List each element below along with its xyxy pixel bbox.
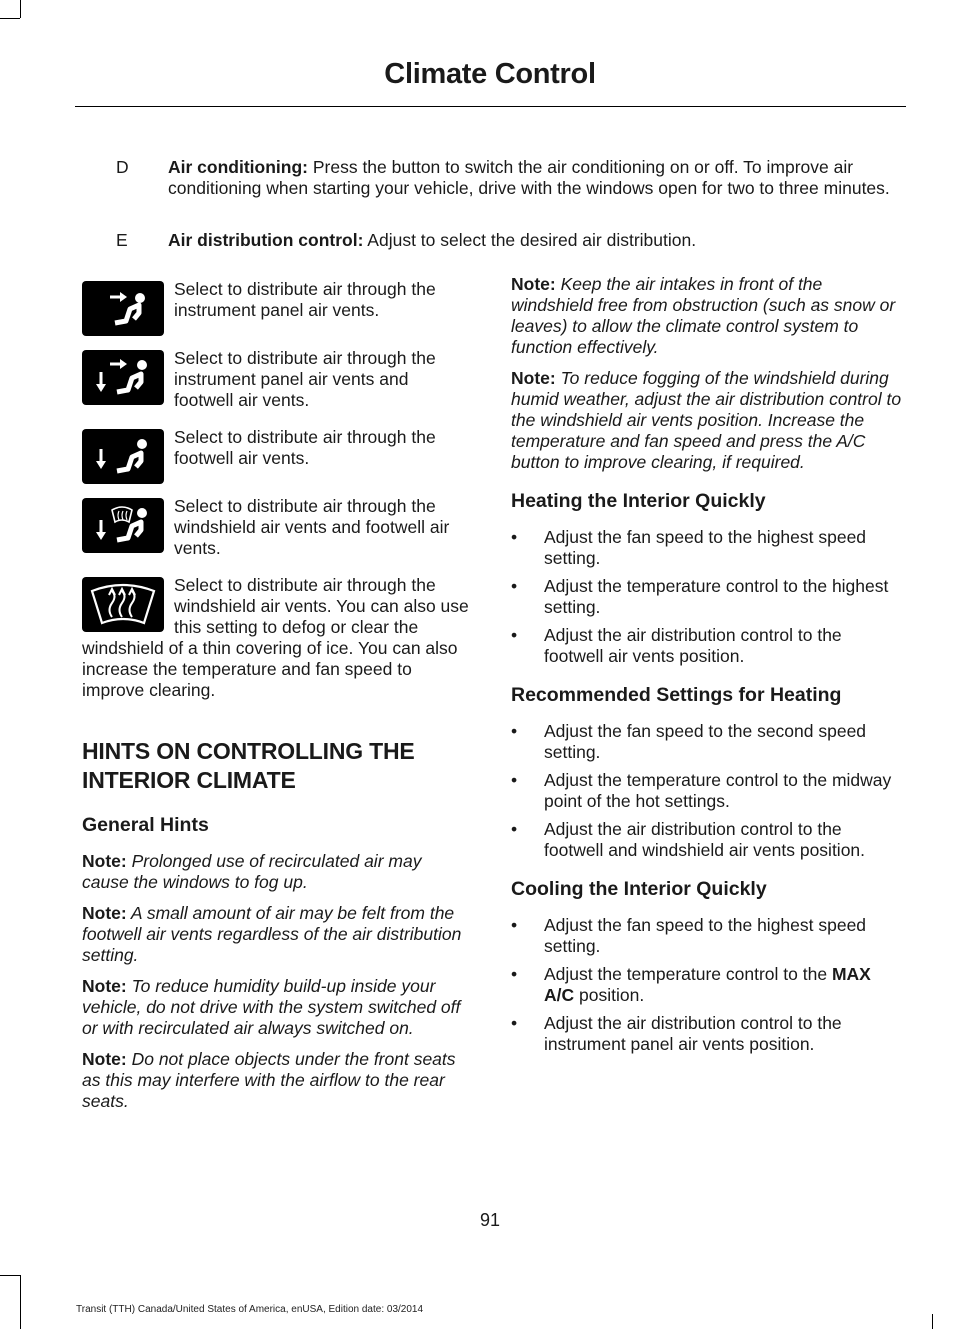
footwell-vent-icon — [82, 429, 164, 484]
option-text: Select to distribute air through the windshield air vents. You can also use this setting to defog or clear the windshield of a thin covering of ice. You can also increase the temperature and fan speed to improve clearing. — [82, 575, 469, 700]
item-text: Press the button to switch the air conditioning on or off. To improve air conditioning when starting your vehicle, drive with the windows open for two to three minutes. — [168, 157, 890, 198]
option-text: Select to distribute air through the instrument panel air vents and footwell air vents. — [174, 348, 436, 410]
note-text: Do not place objects under the front seats as this may interfere with the airflow to the rear seats. — [82, 1049, 456, 1111]
page-title: Climate Control — [384, 58, 596, 90]
crop-mark — [932, 1314, 933, 1329]
heating-quickly-list — [511, 527, 903, 667]
cooling-quickly-heading: Cooling the Interior Quickly — [511, 878, 767, 900]
option-text: Select to distribute air through the windshield air vents and footwell air vents. — [174, 496, 450, 558]
max-ac-label: MAX A/C — [544, 964, 871, 1005]
note-label: Note: — [82, 1049, 127, 1069]
panel-footwell-vent-icon — [82, 350, 164, 405]
item-label: Air distribution control: — [168, 230, 364, 250]
general-hints-heading: General Hints — [82, 814, 209, 836]
list-item: • Adjust the air distribution control to the instrument panel air vents position. — [511, 1013, 842, 1054]
note-text: A small amount of air may be felt from the footwell air vents regardless of the air distribution setting. — [82, 903, 462, 965]
bullet: • — [511, 527, 518, 547]
footer-edition: Transit (TTH) Canada/United States of America, enUSA, Edition date: 03/2014 — [76, 1304, 424, 1315]
panel-vent-icon — [82, 281, 164, 336]
list-item: • Adjust the air distribution control to the footwell and windshield air vents position. — [511, 819, 866, 860]
crop-mark — [0, 1275, 20, 1276]
note-text: Prolonged use of recirculated air may cause the windows to fog up. — [82, 851, 422, 892]
list-item: • Adjust the temperature control to the highest setting. — [511, 576, 889, 617]
bullet: • — [511, 770, 518, 790]
list-item: • Adjust the fan speed to the highest speed setting. — [511, 915, 867, 956]
list-item: • Adjust the temperature control to the MAX A/C position. — [511, 964, 871, 1005]
crop-mark — [20, 1275, 21, 1329]
page-number: 91 — [479, 1210, 501, 1230]
bullet: • — [511, 576, 518, 596]
note — [82, 851, 472, 893]
windshield-footwell-vent-icon — [82, 498, 164, 553]
note-label: Note: — [82, 903, 127, 923]
bullet: • — [511, 721, 518, 741]
recommended-heating-list — [511, 721, 903, 861]
bullet: • — [511, 964, 518, 984]
list-item: • Adjust the fan speed to the second speed setting. — [511, 721, 867, 762]
list-item: • Adjust the fan speed to the highest speed setting. — [511, 527, 867, 568]
right-column — [511, 274, 903, 1055]
bullet: • — [511, 1013, 518, 1033]
note-label: Note: — [82, 851, 127, 871]
item-air-distribution — [90, 230, 900, 251]
note — [511, 368, 903, 473]
item-letter: E — [116, 230, 128, 250]
list-item: • Adjust the temperature control to the midway point of the hot settings. — [511, 770, 892, 811]
option-text: Select to distribute air through the footwell air vents. — [174, 427, 436, 468]
note-label: Note: — [82, 976, 127, 996]
note-text: Keep the air intakes in front of the windshield free from obstruction (such as snow or leaves) to allow the climate control system to function effectively. — [511, 274, 896, 357]
distribution-option — [82, 426, 472, 495]
distribution-option — [82, 347, 472, 426]
distribution-option — [82, 574, 472, 701]
bullet: • — [511, 625, 518, 645]
item-air-conditioning — [90, 157, 900, 199]
item-label: Air conditioning: — [168, 157, 308, 177]
note — [82, 903, 472, 966]
item-text: Adjust to select the desired air distribution. — [363, 230, 697, 250]
note — [511, 274, 903, 358]
note-text: To reduce fogging of the windshield during humid weather, adjust the air distribution control to the windshield air vents position. Increase the temperature and fan speed and press the A/C button to improve clearing, if required. — [511, 368, 902, 472]
distribution-option — [82, 278, 472, 347]
note — [82, 1049, 472, 1112]
note-text: To reduce humidity build-up inside your vehicle, do not drive with the system switched off or with recirculated air always switched on. — [82, 976, 461, 1038]
cooling-quickly-list — [511, 915, 903, 1055]
note — [82, 976, 472, 1039]
note-label: Note: — [511, 368, 556, 388]
left-column — [82, 278, 472, 1112]
crop-mark — [0, 18, 20, 19]
bullet: • — [511, 915, 518, 935]
bullet: • — [511, 819, 518, 839]
section-heading: HINTS ON CONTROLLING THE INTERIOR CLIMATE — [82, 738, 415, 793]
crop-mark — [20, 0, 21, 18]
list-item: • Adjust the air distribution control to the footwell air vents position. — [511, 625, 842, 666]
recommended-heating-heading: Recommended Settings for Heating — [511, 684, 842, 706]
option-text: Select to distribute air through the instrument panel air vents. — [174, 279, 436, 320]
windshield-defrost-icon — [82, 577, 164, 632]
heating-quickly-heading: Heating the Interior Quickly — [511, 490, 766, 512]
note-label: Note: — [511, 274, 556, 294]
header-divider — [75, 106, 906, 107]
item-letter: D — [116, 157, 129, 177]
distribution-option — [82, 495, 472, 574]
